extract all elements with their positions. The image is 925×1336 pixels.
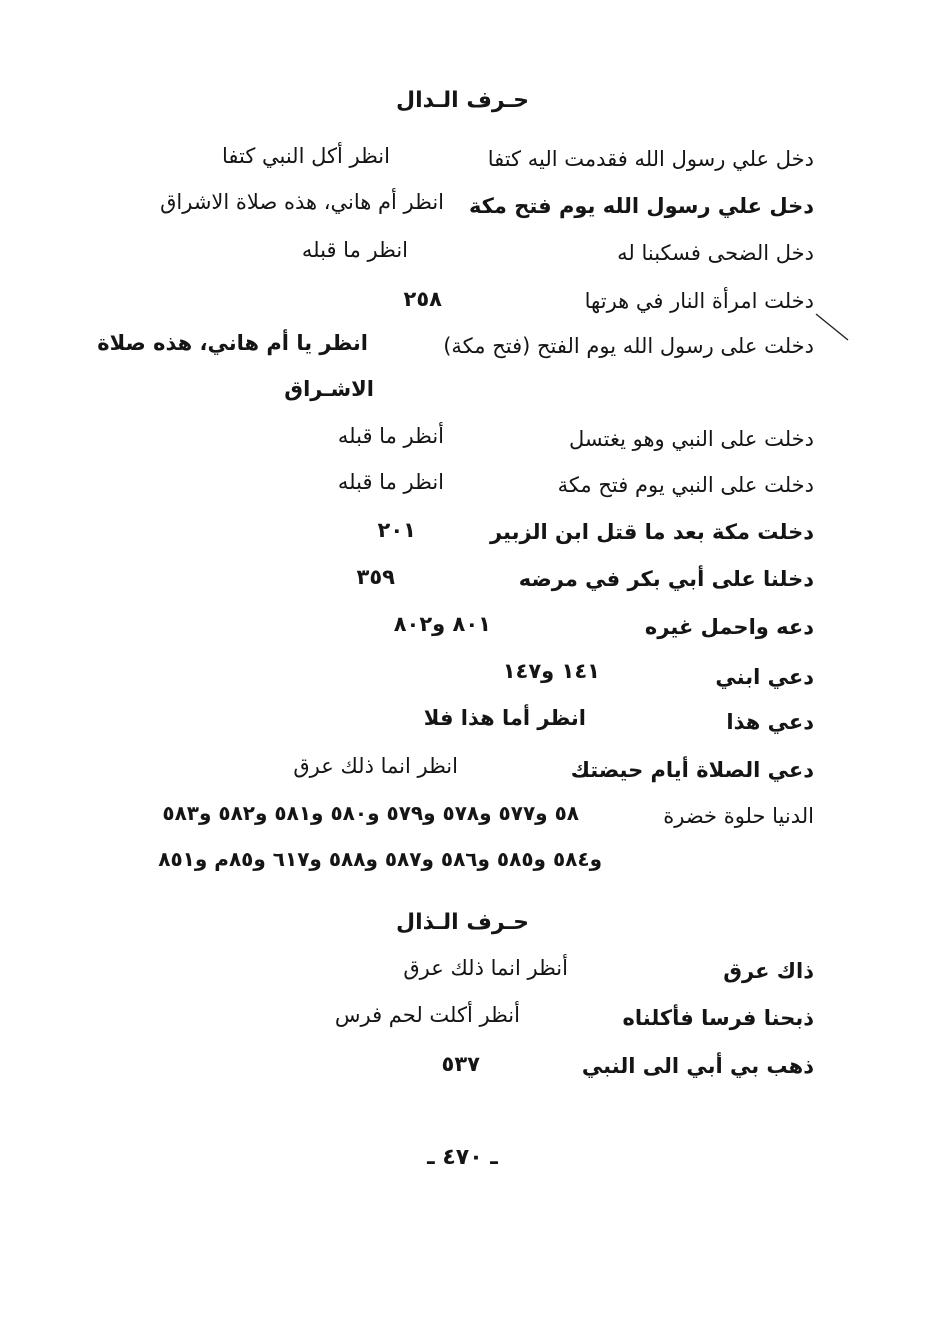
entry-ref: ٢٥٨	[403, 287, 442, 311]
entry-ref: انظر ما قبله	[301, 238, 408, 262]
entry-phrase: ذاك عرق	[723, 959, 814, 983]
entry-ref: ١٤١ و١٤٧	[502, 659, 600, 683]
entry-ref: أنظر ما قبله	[337, 424, 444, 448]
entry-ref: انظر انما ذلك عرق	[293, 754, 458, 778]
entry-ref: ٨٠١ و٨٠٢	[393, 612, 491, 636]
entry-ref: ٥٣٧	[441, 1052, 480, 1076]
entry-phrase: دعي هذا	[726, 710, 814, 734]
entry-ref: أنظر انما ذلك عرق	[403, 956, 568, 980]
entry-ref-continued: و٥٨٤ و٥٨٥ و٥٨٦ و٥٨٧ و٥٨٨ و٦١٧ و٨٥م و٨٥١	[158, 847, 602, 871]
entry-phrase: دخلت على النبي وهو يغتسل	[568, 427, 814, 451]
entry-phrase: دعي ابني	[715, 665, 814, 689]
entry-phrase: دخل الضحى فسكبنا له	[617, 241, 814, 265]
entry-ref: انظر يا أم هاني، هذه صلاة	[97, 331, 368, 355]
entry-ref: انظر أما هذا فلا	[423, 706, 586, 730]
entry-phrase: دعه واحمل غيره	[644, 615, 814, 639]
entry-phrase: دخلت مكة بعد ما قتل ابن الزبير	[489, 520, 814, 544]
entry-phrase: دعي الصلاة أيام حيضتك	[570, 758, 814, 782]
entry-ref: انظر أكل النبي كتفا	[221, 144, 390, 168]
entry-ref: ٣٥٩	[356, 565, 395, 589]
section-heading-dhal: حـرف الـذال	[396, 910, 529, 935]
entry-ref: انظر ما قبله	[337, 470, 444, 494]
pen-stroke-mark	[814, 312, 850, 342]
entry-phrase: الدنيا حلوة خضرة	[663, 804, 814, 828]
entry-ref: أنظر أكلت لحم فرس	[334, 1003, 520, 1027]
entry-ref: ٢٠١	[377, 518, 416, 542]
entry-phrase: ذبحنا فرسا فأكلناه	[622, 1006, 814, 1030]
entry-phrase: دخل علي رسول الله يوم فتح مكة	[468, 194, 814, 218]
page-number: ـ ٤٧٠ ـ	[427, 1145, 498, 1170]
entry-phrase: دخلت امرأة النار في هرتها	[584, 289, 814, 313]
entry-phrase: ذهب بي أبي الى النبي	[581, 1054, 814, 1078]
entry-ref-continued: الاشـراق	[284, 377, 374, 401]
entry-ref: ٥٨ و٥٧٧ و٥٧٨ و٥٧٩ و٥٨٠ و٥٨١ و٥٨٢ و٥٨٣	[162, 801, 579, 825]
entry-phrase: دخلنا على أبي بكر في مرضه	[518, 567, 814, 591]
entry-phrase: دخلت على رسول الله يوم الفتح (فتح مكة)	[443, 334, 814, 358]
entry-phrase: دخلت على النبي يوم فتح مكة	[557, 473, 814, 497]
entry-ref: انظر أم هاني، هذه صلاة الاشراق	[160, 190, 444, 214]
entry-phrase: دخل علي رسول الله فقدمت اليه كتفا	[487, 147, 814, 171]
section-heading-dal: حـرف الـدال	[396, 88, 529, 113]
